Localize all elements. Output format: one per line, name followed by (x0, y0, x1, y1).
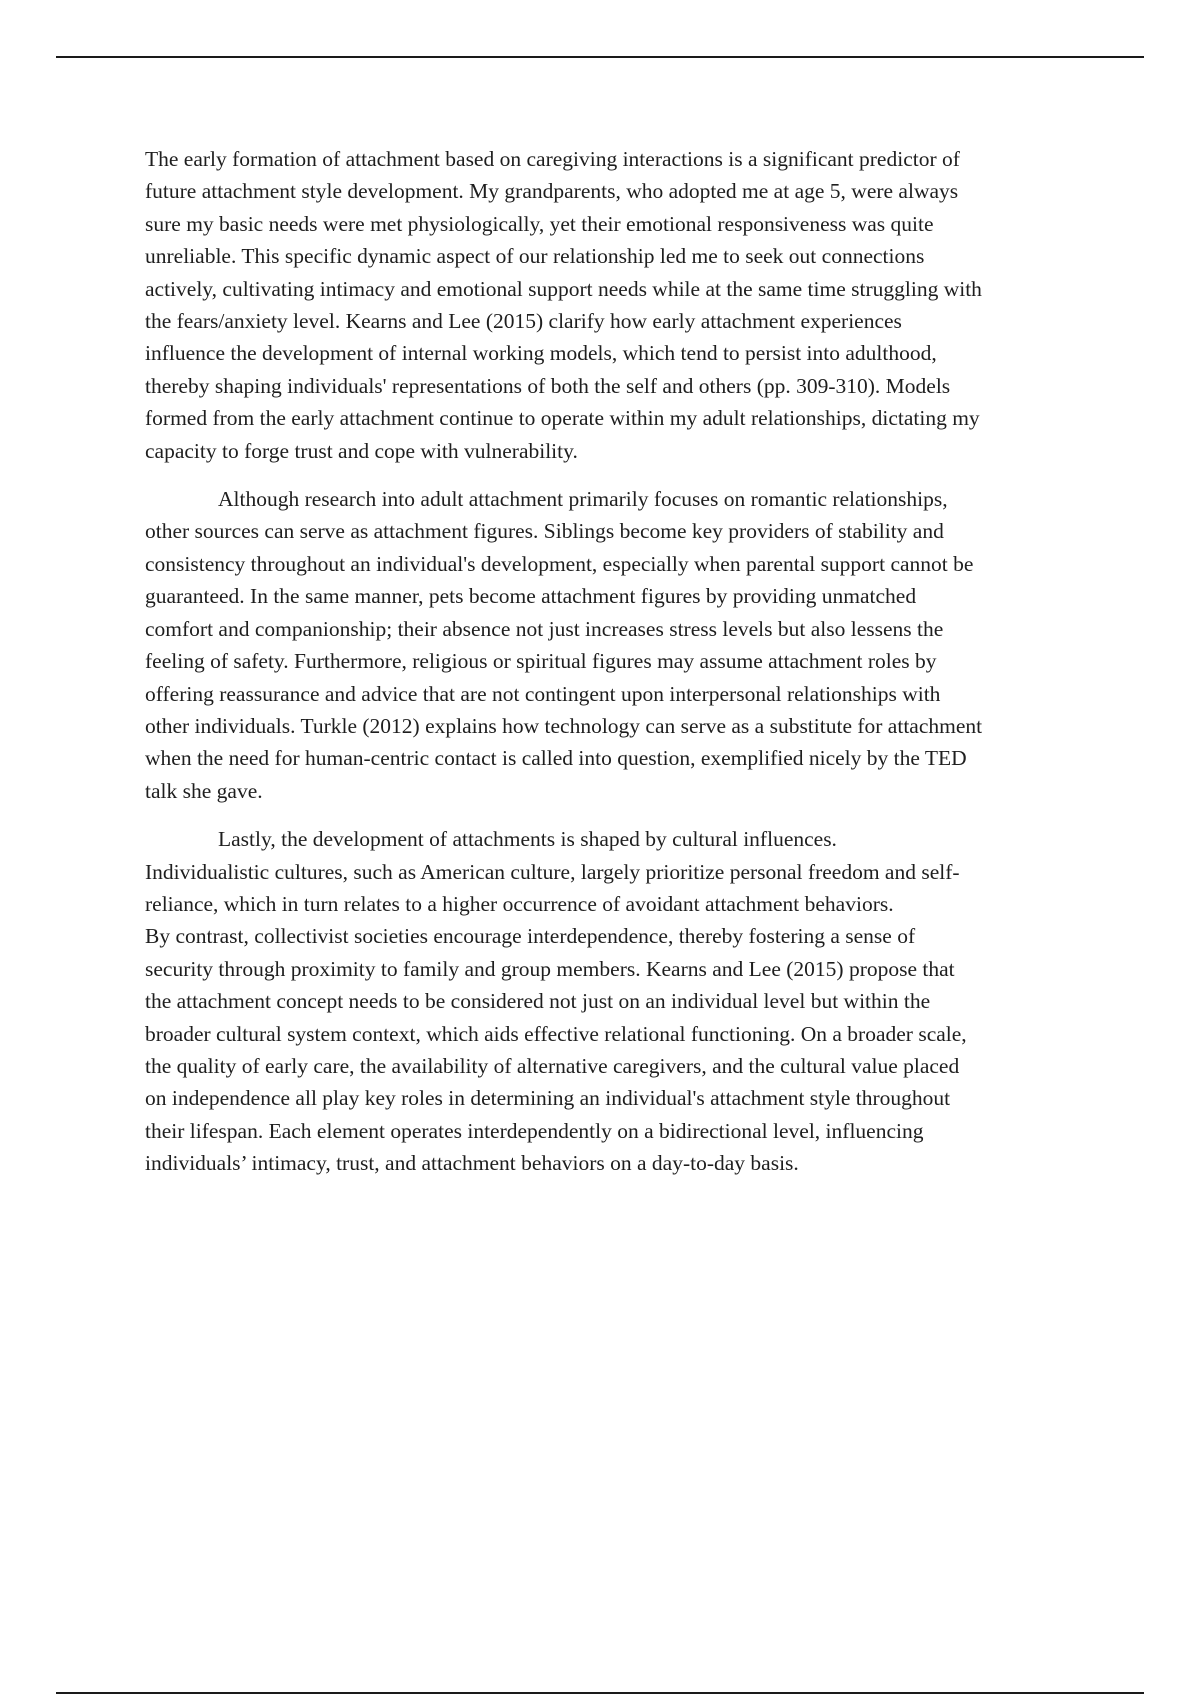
text-line: other sources can serve as attachment figures. Siblings become key providers of stability and (145, 519, 944, 544)
text-line: capacity to forge trust and cope with vulnerability. (145, 438, 578, 463)
text-line: comfort and companionship; their absence not just increases stress levels but also lessens the (145, 616, 944, 641)
text-line: Lastly, the development of attachments is shaped by cultural influences. (218, 827, 837, 852)
paragraph-3 (145, 823, 1095, 1179)
text-line: By contrast, collectivist societies encourage interdependence, thereby fostering a sense of (145, 924, 916, 949)
text-line: their lifespan. Each element operates interdependently on a bidirectional level, influencing (145, 1118, 924, 1143)
paragraph-2 (145, 483, 1095, 807)
text-line: when the need for human-centric contact is called into question, exemplified nicely by the TED (145, 746, 967, 771)
text-line: The early formation of attachment based on caregiving interactions is a significant predictor of (145, 147, 960, 171)
text-line: the quality of early care, the availability of alternative caregivers, and the cultural value placed (145, 1053, 960, 1078)
text-line: guaranteed. In the same manner, pets become attachment figures by providing unmatched (145, 584, 917, 609)
text-line: the attachment concept needs to be considered not just on an individual level but within the (145, 989, 931, 1014)
text-line: broader cultural system context, which aids effective relational functioning. On a broader scale, (145, 1021, 967, 1046)
text-line: talk she gave. (145, 778, 263, 803)
text-line: thereby shaping individuals' representations of both the self and others (pp. 309-310). Models (145, 373, 951, 398)
text-line: unreliable. This specific dynamic aspect of our relationship led me to seek out connections (145, 244, 925, 269)
text-line: reliance, which in turn relates to a higher occurrence of avoidant attachment behaviors. (145, 891, 894, 916)
document-body (145, 143, 1095, 1196)
header-rule (56, 56, 1144, 58)
text-line: actively, cultivating intimacy and emotional support needs while at the same time struggling with (145, 276, 982, 301)
text-line: Individualistic cultures, such as American culture, largely prioritize personal freedom and self- (145, 859, 960, 884)
text-line: future attachment style development. My grandparents, who adopted me at age 5, were always (145, 179, 959, 204)
text-line: other individuals. Turkle (2012) explains how technology can serve as a substitute for attachment (145, 713, 983, 738)
text-line: on independence all play key roles in determining an individual's attachment style throughout (145, 1086, 951, 1111)
text-line: feeling of safety. Furthermore, religious or spiritual figures may assume attachment roles by (145, 649, 937, 674)
text-line: formed from the early attachment continue to operate within my adult relationships, dictating my (145, 406, 980, 431)
text-line: sure my basic needs were met physiologically, yet their emotional responsiveness was quite (145, 211, 934, 236)
text-line: influence the development of internal working models, which tend to persist into adulthood, (145, 341, 937, 366)
text-line: the fears/anxiety level. Kearns and Lee (2015) clarify how early attachment experiences (145, 309, 902, 334)
text-line: Although research into adult attachment primarily focuses on romantic relationships, (218, 487, 948, 512)
text-line: security through proximity to family and group members. Kearns and Lee (2015) propose that (145, 956, 955, 981)
text-line: individuals’ intimacy, trust, and attachment behaviors on a day-to-day basis. (145, 1151, 799, 1176)
paragraph-1 (145, 143, 1095, 467)
text-line: consistency throughout an individual's development, especially when parental support cannot be (145, 551, 974, 576)
footer-rule (56, 1692, 1144, 1694)
text-line: offering reassurance and advice that are not contingent upon interpersonal relationships with (145, 681, 941, 706)
